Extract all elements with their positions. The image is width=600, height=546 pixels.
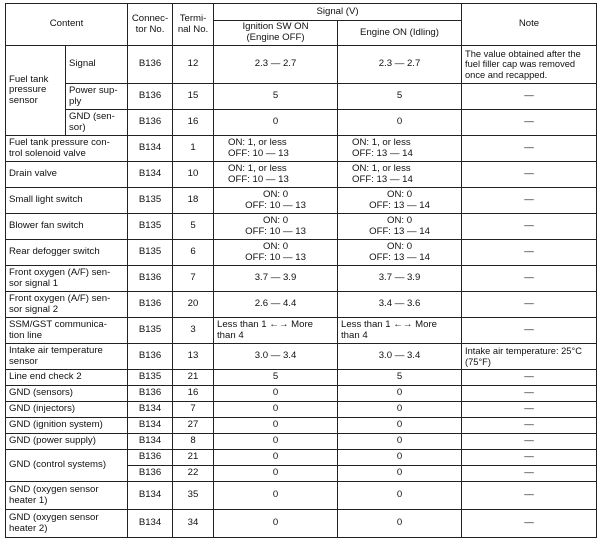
engine-on-cell: ON: 0 OFF: 13 — 14: [338, 214, 462, 240]
connector-cell: B135: [128, 318, 173, 344]
table-row: [6, 510, 597, 538]
note-cell: —: [462, 110, 597, 136]
note-cell: Intake air temperature: 25°C (75°F): [462, 344, 597, 370]
note-cell: —: [462, 370, 597, 386]
ignition-cell: 2.3 — 2.7: [214, 46, 338, 84]
note-cell: —: [462, 214, 597, 240]
terminal-cell: 15: [173, 84, 214, 110]
content-cell: GND (oxygen sensor heater 2): [6, 510, 128, 538]
terminal-cell: 21: [173, 370, 214, 386]
sub-content: GND (sen- sor): [66, 110, 128, 136]
ignition-cell: 0: [214, 386, 338, 402]
ignition-cell: 5: [214, 370, 338, 386]
content-cell: GND (injectors): [6, 402, 128, 418]
table-row: [6, 402, 597, 418]
header-engine-on: Engine ON (Idling): [338, 21, 462, 46]
table-row: [6, 84, 597, 110]
connector-cell: B135: [128, 188, 173, 214]
connector-cell: B134: [128, 510, 173, 538]
note-cell: —: [462, 450, 597, 466]
ignition-cell: 0: [214, 450, 338, 466]
content-cell: Blower fan switch: [6, 214, 128, 240]
header-terminal: Termi- nal No.: [173, 4, 214, 46]
engine-on-cell: 0: [338, 386, 462, 402]
header-note: Note: [462, 4, 597, 46]
connector-cell: B134: [128, 418, 173, 434]
table-row: [6, 46, 597, 84]
connector-cell: B135: [128, 214, 173, 240]
header-ignition: Ignition SW ON (Engine OFF): [214, 21, 338, 46]
control-systems-label: GND (control systems): [6, 450, 128, 482]
content-cell: Drain valve: [6, 162, 128, 188]
note-cell: —: [462, 418, 597, 434]
ignition-cell: 3.0 — 3.4: [214, 344, 338, 370]
content-cell: GND (ignition system): [6, 418, 128, 434]
table-row: [6, 370, 597, 386]
table-row: [6, 482, 597, 510]
table-row: [6, 240, 597, 266]
connector-cell: B135: [128, 370, 173, 386]
header-signal-group: Signal (V): [214, 4, 462, 21]
terminal-cell: 22: [173, 466, 214, 482]
ignition-cell: 2.6 — 4.4: [214, 292, 338, 318]
ecm-signal-table: [5, 3, 597, 538]
content-cell: Front oxygen (A/F) sen- sor signal 1: [6, 266, 128, 292]
terminal-cell: 12: [173, 46, 214, 84]
header-content: Content: [6, 4, 128, 46]
engine-on-cell: ON: 0 OFF: 13 — 14: [338, 188, 462, 214]
note-cell: —: [462, 466, 597, 482]
terminal-cell: 20: [173, 292, 214, 318]
note-cell: The value obtained after the fuel filler cap was removed once and recapped.: [462, 46, 597, 84]
connector-cell: B134: [128, 482, 173, 510]
note-cell: —: [462, 318, 597, 344]
connector-cell: B136: [128, 46, 173, 84]
note-cell: —: [462, 162, 597, 188]
note-cell: —: [462, 402, 597, 418]
table-row: [6, 418, 597, 434]
engine-on-cell: 0: [338, 110, 462, 136]
header-connector: Connec- tor No.: [128, 4, 173, 46]
connector-cell: B136: [128, 266, 173, 292]
ignition-cell: ON: 1, or less OFF: 10 — 13: [214, 136, 338, 162]
engine-on-cell: 0: [338, 466, 462, 482]
table-row: [6, 292, 597, 318]
content-cell: GND (power supply): [6, 434, 128, 450]
terminal-cell: 7: [173, 402, 214, 418]
connector-cell: B136: [128, 386, 173, 402]
terminal-cell: 18: [173, 188, 214, 214]
fuel-tank-group-label: Fuel tank pressure sensor: [6, 46, 66, 136]
terminal-cell: 10: [173, 162, 214, 188]
engine-on-cell: Less than 1 ←→ More than 4: [338, 318, 462, 344]
engine-on-cell: 3.0 — 3.4: [338, 344, 462, 370]
note-cell: —: [462, 266, 597, 292]
engine-on-cell: 3.4 — 3.6: [338, 292, 462, 318]
note-cell: —: [462, 292, 597, 318]
engine-on-cell: 0: [338, 510, 462, 538]
ignition-cell: 0: [214, 402, 338, 418]
table-row: [6, 162, 597, 188]
terminal-cell: 7: [173, 266, 214, 292]
terminal-cell: 27: [173, 418, 214, 434]
engine-on-cell: 3.7 — 3.9: [338, 266, 462, 292]
engine-on-cell: ON: 0 OFF: 13 — 14: [338, 240, 462, 266]
engine-on-cell: ON: 1, or less OFF: 13 — 14: [338, 162, 462, 188]
content-cell: GND (sensors): [6, 386, 128, 402]
content-cell: Front oxygen (A/F) sen- sor signal 2: [6, 292, 128, 318]
connector-cell: B136: [128, 84, 173, 110]
terminal-cell: 8: [173, 434, 214, 450]
connector-cell: B136: [128, 110, 173, 136]
content-cell: Intake air temperature sensor: [6, 344, 128, 370]
ignition-cell: 3.7 — 3.9: [214, 266, 338, 292]
ignition-cell: Less than 1 ←→ More than 4: [214, 318, 338, 344]
terminal-cell: 5: [173, 214, 214, 240]
ignition-cell: 0: [214, 510, 338, 538]
connector-cell: B136: [128, 292, 173, 318]
terminal-cell: 21: [173, 450, 214, 466]
connector-cell: B136: [128, 450, 173, 466]
note-cell: —: [462, 482, 597, 510]
connector-cell: B136: [128, 344, 173, 370]
signal-table-sheet: [5, 3, 596, 538]
table-row: [6, 266, 597, 292]
engine-on-cell: 5: [338, 84, 462, 110]
connector-cell: B135: [128, 240, 173, 266]
engine-on-cell: 0: [338, 402, 462, 418]
connector-cell: B134: [128, 434, 173, 450]
content-cell: SSM/GST communica- tion line: [6, 318, 128, 344]
ignition-cell: 0: [214, 418, 338, 434]
content-cell: Line end check 2: [6, 370, 128, 386]
ignition-cell: ON: 0 OFF: 10 — 13: [214, 188, 338, 214]
terminal-cell: 3: [173, 318, 214, 344]
ignition-cell: 5: [214, 84, 338, 110]
note-cell: —: [462, 84, 597, 110]
terminal-cell: 34: [173, 510, 214, 538]
note-cell: —: [462, 136, 597, 162]
table-row: [6, 386, 597, 402]
terminal-cell: 1: [173, 136, 214, 162]
sub-content: Signal: [66, 46, 128, 84]
note-cell: —: [462, 434, 597, 450]
content-cell: Small light switch: [6, 188, 128, 214]
engine-on-cell: 0: [338, 434, 462, 450]
ignition-cell: ON: 0 OFF: 10 — 13: [214, 214, 338, 240]
engine-on-cell: 5: [338, 370, 462, 386]
ignition-cell: 0: [214, 434, 338, 450]
connector-cell: B136: [128, 466, 173, 482]
table-row: [6, 318, 597, 344]
table-row: [6, 110, 597, 136]
terminal-cell: 16: [173, 110, 214, 136]
terminal-cell: 35: [173, 482, 214, 510]
engine-on-cell: ON: 1, or less OFF: 13 — 14: [338, 136, 462, 162]
content-cell: Rear defogger switch: [6, 240, 128, 266]
table-row: [6, 450, 597, 466]
note-cell: —: [462, 188, 597, 214]
ignition-cell: 0: [214, 110, 338, 136]
terminal-cell: 13: [173, 344, 214, 370]
table-row: [6, 344, 597, 370]
connector-cell: B134: [128, 402, 173, 418]
terminal-cell: 6: [173, 240, 214, 266]
ignition-cell: ON: 1, or less OFF: 10 — 13: [214, 162, 338, 188]
table-row: [6, 434, 597, 450]
table-row: [6, 136, 597, 162]
engine-on-cell: 0: [338, 482, 462, 510]
engine-on-cell: 2.3 — 2.7: [338, 46, 462, 84]
connector-cell: B134: [128, 136, 173, 162]
ignition-cell: 0: [214, 466, 338, 482]
engine-on-cell: 0: [338, 418, 462, 434]
content-cell: GND (oxygen sensor heater 1): [6, 482, 128, 510]
ignition-cell: 0: [214, 482, 338, 510]
note-cell: —: [462, 240, 597, 266]
table-row: [6, 214, 597, 240]
content-cell: Fuel tank pressure con- trol solenoid valve: [6, 136, 128, 162]
connector-cell: B134: [128, 162, 173, 188]
ignition-cell: ON: 0 OFF: 10 — 13: [214, 240, 338, 266]
note-cell: —: [462, 510, 597, 538]
table-row: [6, 188, 597, 214]
engine-on-cell: 0: [338, 450, 462, 466]
terminal-cell: 16: [173, 386, 214, 402]
sub-content: Power sup- ply: [66, 84, 128, 110]
note-cell: —: [462, 386, 597, 402]
